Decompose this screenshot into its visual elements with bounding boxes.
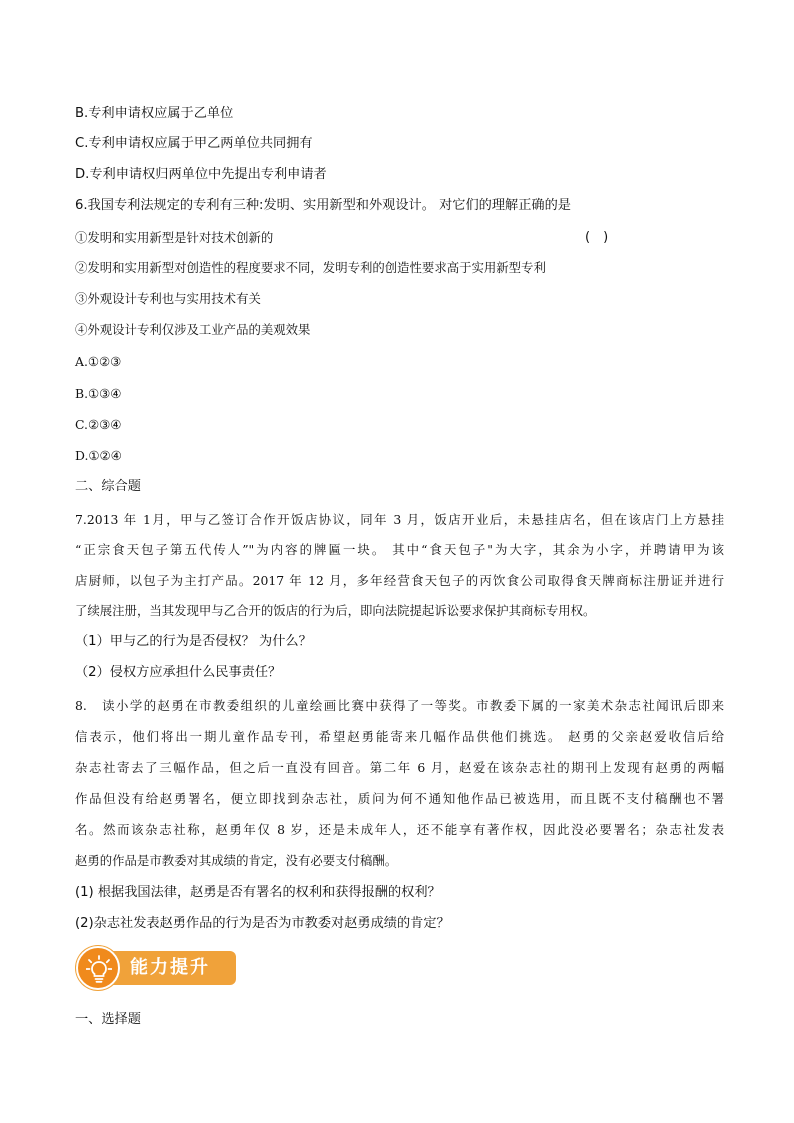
q6-statement-3: ③外观设计专利也与实用技术有关 [75, 291, 261, 306]
q6-option-c: C.②③④ [75, 417, 122, 432]
q7-line-1: 7.2013 年 1月，甲与乙签订合作开饭店协议，同年 3 月，饭店开业后，未悬挂店名，但在该店门上方悬挂 [75, 512, 724, 527]
q7-sub-question-2: （2）侵权方应承担什么民事责任？ [75, 665, 282, 680]
q6-statement-1: ①发明和实用新型是针对技术创新的 [75, 230, 274, 245]
badge-circle [76, 946, 120, 990]
q7-sub-question-1: （1）甲与乙的行为是否侵权？ 为什么？ [75, 634, 312, 649]
q6-statement-4: ④外观设计专利仅涉及工业产品的美观效果 [75, 322, 311, 337]
q8-line-3: 杂志社寄去了三幅作品，但之后一直没有回音。第二年 6 月，赵爱在该杂志社的期刊上发现有赵勇的两幅 [75, 760, 724, 775]
section2-title: 二、综合题 [75, 479, 141, 494]
q6-statement-2: ②发明和实用新型对创造性的程度要求不同，发明专利的创造性要求高于实用新型专利 [75, 260, 546, 275]
q8-sub-question-2: (2)杂志社发表赵勇作品的行为是否为市教委对赵勇成绩的肯定？ [75, 916, 450, 931]
q8-line-2: 信表示，他们将出一期儿童作品专刊，希望赵勇能寄来几幅作品供他们挑选。 赵勇的父亲赵爱收信后给 [75, 729, 724, 744]
q6-option-a: A.①②③ [75, 354, 122, 369]
q8-line-6: 赵勇的作品是市教委对其成绩的肯定，没有必要支付稿酬。 [75, 853, 398, 868]
badge-label: 能力提升 [130, 957, 210, 978]
q5-option-c: C.专利申请权应属于甲乙两单位共同拥有 [75, 136, 313, 151]
q5-option-d: D.专利申请权归两单位中先提出专利申请者 [75, 167, 327, 182]
q5-option-b: B.专利申请权应属于乙单位 [75, 106, 234, 121]
q6-stem: 6.我国专利法规定的专利有三种:发明、实用新型和外观设计。 对它们的理解正确的是 [75, 198, 571, 213]
q6-answer-bracket: ( ) [585, 230, 609, 245]
q7-line-2: “正宗食天包子第五代传人”"为内容的牌匾一块。 其中“食天包子"为大字，其余为小字，并聘请甲为该 [75, 542, 724, 557]
lightbulb-icon [86, 955, 112, 983]
q7-line-4: 了续展注册，当其发现甲与乙合开的饭店的行为后，即向法院提起诉讼要求保护其商标专用权。 [75, 603, 596, 618]
q6-option-b: B.①③④ [75, 386, 122, 401]
q6-option-d: D.①②④ [75, 448, 122, 463]
q8-line-1: 8. 读小学的赵勇在市教委组织的儿童绘画比赛中获得了一等奖。市教委下属的一家美术杂志社闻讯后即来 [75, 698, 724, 713]
section-choice-title: 一、选择题 [75, 1012, 141, 1027]
q8-line-4: 作品但没有给赵勇署名，便立即找到杂志社，质问为何不通知他作品已被选用，而且既不支付稿酬也不署 [75, 791, 724, 806]
ability-improvement-badge [76, 946, 236, 990]
q7-line-3: 店厨师，以包子为主打产品。2017 年 12 月，多年经营食天包子的丙饮食公司取得食天牌商标注册证并进行 [75, 573, 724, 588]
q8-line-5: 名。然而该杂志社称，赵勇年仅 8 岁，还是未成年人，还不能享有著作权，因此没必要署名；杂志社发表 [75, 822, 724, 837]
q8-sub-question-1: (1) 根据我国法律，赵勇是否有署名的权利和获得报酬的权利？ [75, 885, 441, 900]
